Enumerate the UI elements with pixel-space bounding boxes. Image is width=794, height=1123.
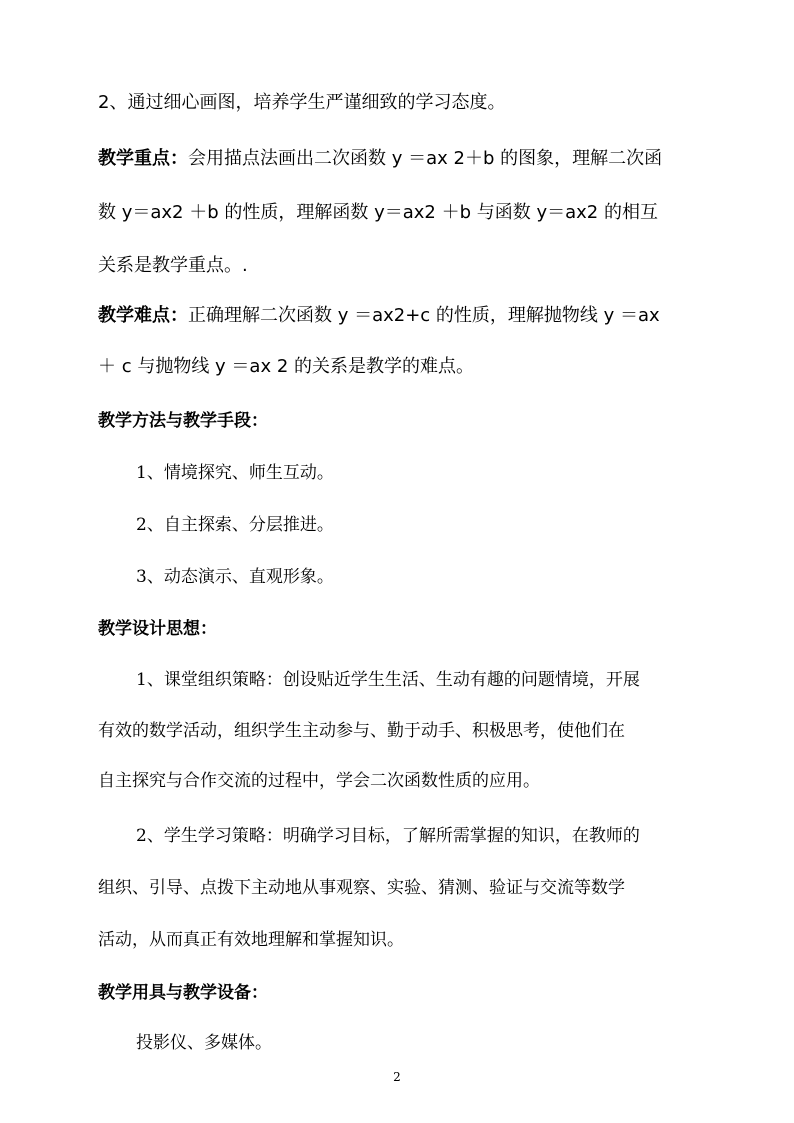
objective-2-text: 2、通过细心画图，培养学生严谨细致的学习态度。 [98,92,506,113]
design-p2-line-2: 组织、引导、点拨下主动地从事观察、实验、猜测、验证与交流等数学 [98,878,625,898]
difficulty-text-1: 正确理解二次函数 y ＝ax2+c 的性质，理解抛物线 y ＝ax [188,305,660,326]
key-point-text-1: 会用描点法画出二次函数 y ＝ax 2＋b 的图象，理解二次函 [188,148,663,169]
design-p2-line-3: 活动，从而真正有效地理解和掌握知识。 [98,930,404,950]
equipment-heading: 教学用具与教学设备： [98,983,268,1003]
methods-item-2: 2、自主探索、分层推进。 [136,515,334,535]
methods-item-3: 3、动态演示、直观形象。 [136,567,334,587]
methods-item-1: 1、情境探究、师生互动。 [136,463,334,483]
key-point-label: 教学重点： [98,148,188,169]
design-p2-line-1: 2、学生学习策略：明确学习目标，了解所需掌握的知识，在教师的 [136,826,640,846]
design-p1-line-2: 有效的数学活动，组织学生主动参与、勤于动手、积极思考，使他们在 [98,721,625,741]
difficulty-line-2: ＋ c 与抛物线 y ＝ax 2 的关系是教学的难点。 [98,356,475,377]
difficulty-line-1 [98,304,660,328]
methods-heading: 教学方法与教学手段： [98,411,268,431]
key-point-line-3: 关系是教学重点。. [98,255,248,276]
page-number: 2 [393,1070,401,1084]
design-p1-line-3: 自主探究与合作交流的过程中，学会二次函数性质的应用。 [98,771,540,791]
equipment-content: 投影仪、多媒体。 [136,1033,272,1053]
key-point-line-2: 数 y＝ax2 ＋b 的性质，理解函数 y＝ax2 ＋b 与函数 y＝ax2 的相互 [98,202,658,223]
design-heading: 教学设计思想： [98,619,217,639]
design-p1-line-1: 1、课堂组织策略：创设贴近学生生活、生动有趣的问题情境，开展 [136,670,640,690]
key-point-line-1 [98,147,662,171]
difficulty-label: 教学难点： [98,305,188,326]
